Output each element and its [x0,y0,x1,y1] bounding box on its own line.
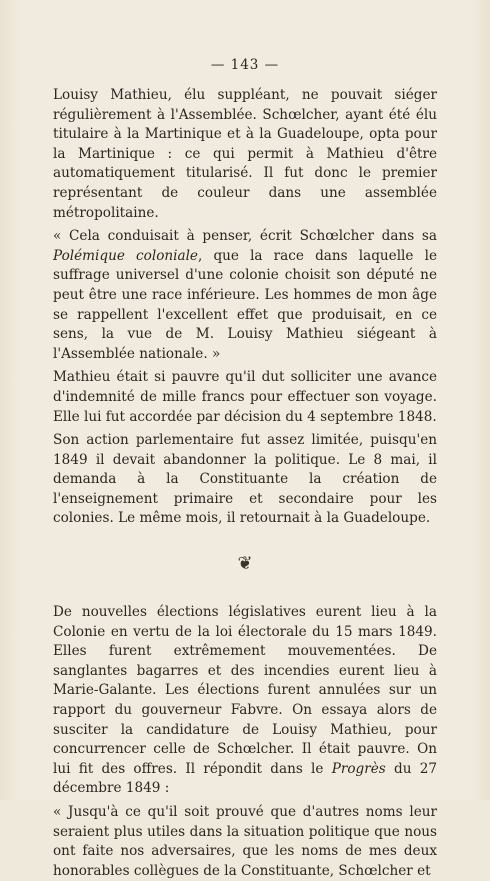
page-number: — 143 — [210,57,280,73]
paragraph-2 [53,227,437,364]
book-title-polemique: Polémique coloniale [53,247,198,264]
fleuron-ornament-icon: ❦ [237,553,253,575]
paragraph-4: Son action parlementaire fut assez limitée, puisqu'en 1849 il devait abandonner la politique. Le 8 mai, il demanda à la Constituante la création de l'enseignement primaire et secondaire pour les colonies. Le même mois, il retournait à la Guadeloupe. [53,432,437,527]
newspaper-title-progres: Progrès [331,760,386,777]
paragraph-2-end: , que la race dans laquelle le suffrage universel d'une colonie choisit son député ne peut être une race inférieure. Les hommes de mon âge se rappellent l'excellent effet que produisait, en ce sens, la vue de M. Louisy Mathieu siégeant à l'Assemblée nationale. » [53,247,437,362]
paragraph-6: « Jusqu'à ce qu'il soit prouvé que d'autres noms leur seraient plus utiles dans la situation politique que nous ont faite nos adversaires, que les noms de mes deux honorables collègues de la Constituante, Schœlcher et [53,804,437,879]
paragraph-1: Louisy Mathieu, élu suppléant, ne pouvait siéger régulièrement à l'Assemblée. Schœlcher, ayant été élu titulaire à la Martinique et à la Guadeloupe, opta pour la Martinique : ce qui permit à Mathieu d'être automatiquement titularisé. Il fut donc le premier représentant de couleur dans une assemblée métropolitaine. [53,87,437,221]
paragraph-5 [53,603,437,799]
paragraph-5-start: De nouvelles élections législatives eurent lieu à la Colonie en vertu de la loi électorale du 15 mars 1849. Elles furent extrêmement mouvementées. De sanglantes bagarres et des incendies eurent lieu à Marie-Galante. Les élections furent annulées sur un rapport du gouverneur Fabvre. On essaya alors de susciter la candidature de Louisy Mathieu, pour concurrencer celle de Schœlcher. Il était pauvre. On lui fit des offres. Il répondit dans le [53,604,437,777]
paragraph-2-start: « Cela conduisait à penser, écrit Schœlcher dans sa [53,228,437,245]
body-text [53,86,437,881]
paragraph-5-end: du 27 décembre 1849 : [53,760,437,797]
paragraph-3: Mathieu était si pauvre qu'il dut solliciter une avance d'indemnité de mille francs pour effectuer son voyage. Elle lui fut accordée par décision du 4 septembre 1848. [53,369,437,425]
